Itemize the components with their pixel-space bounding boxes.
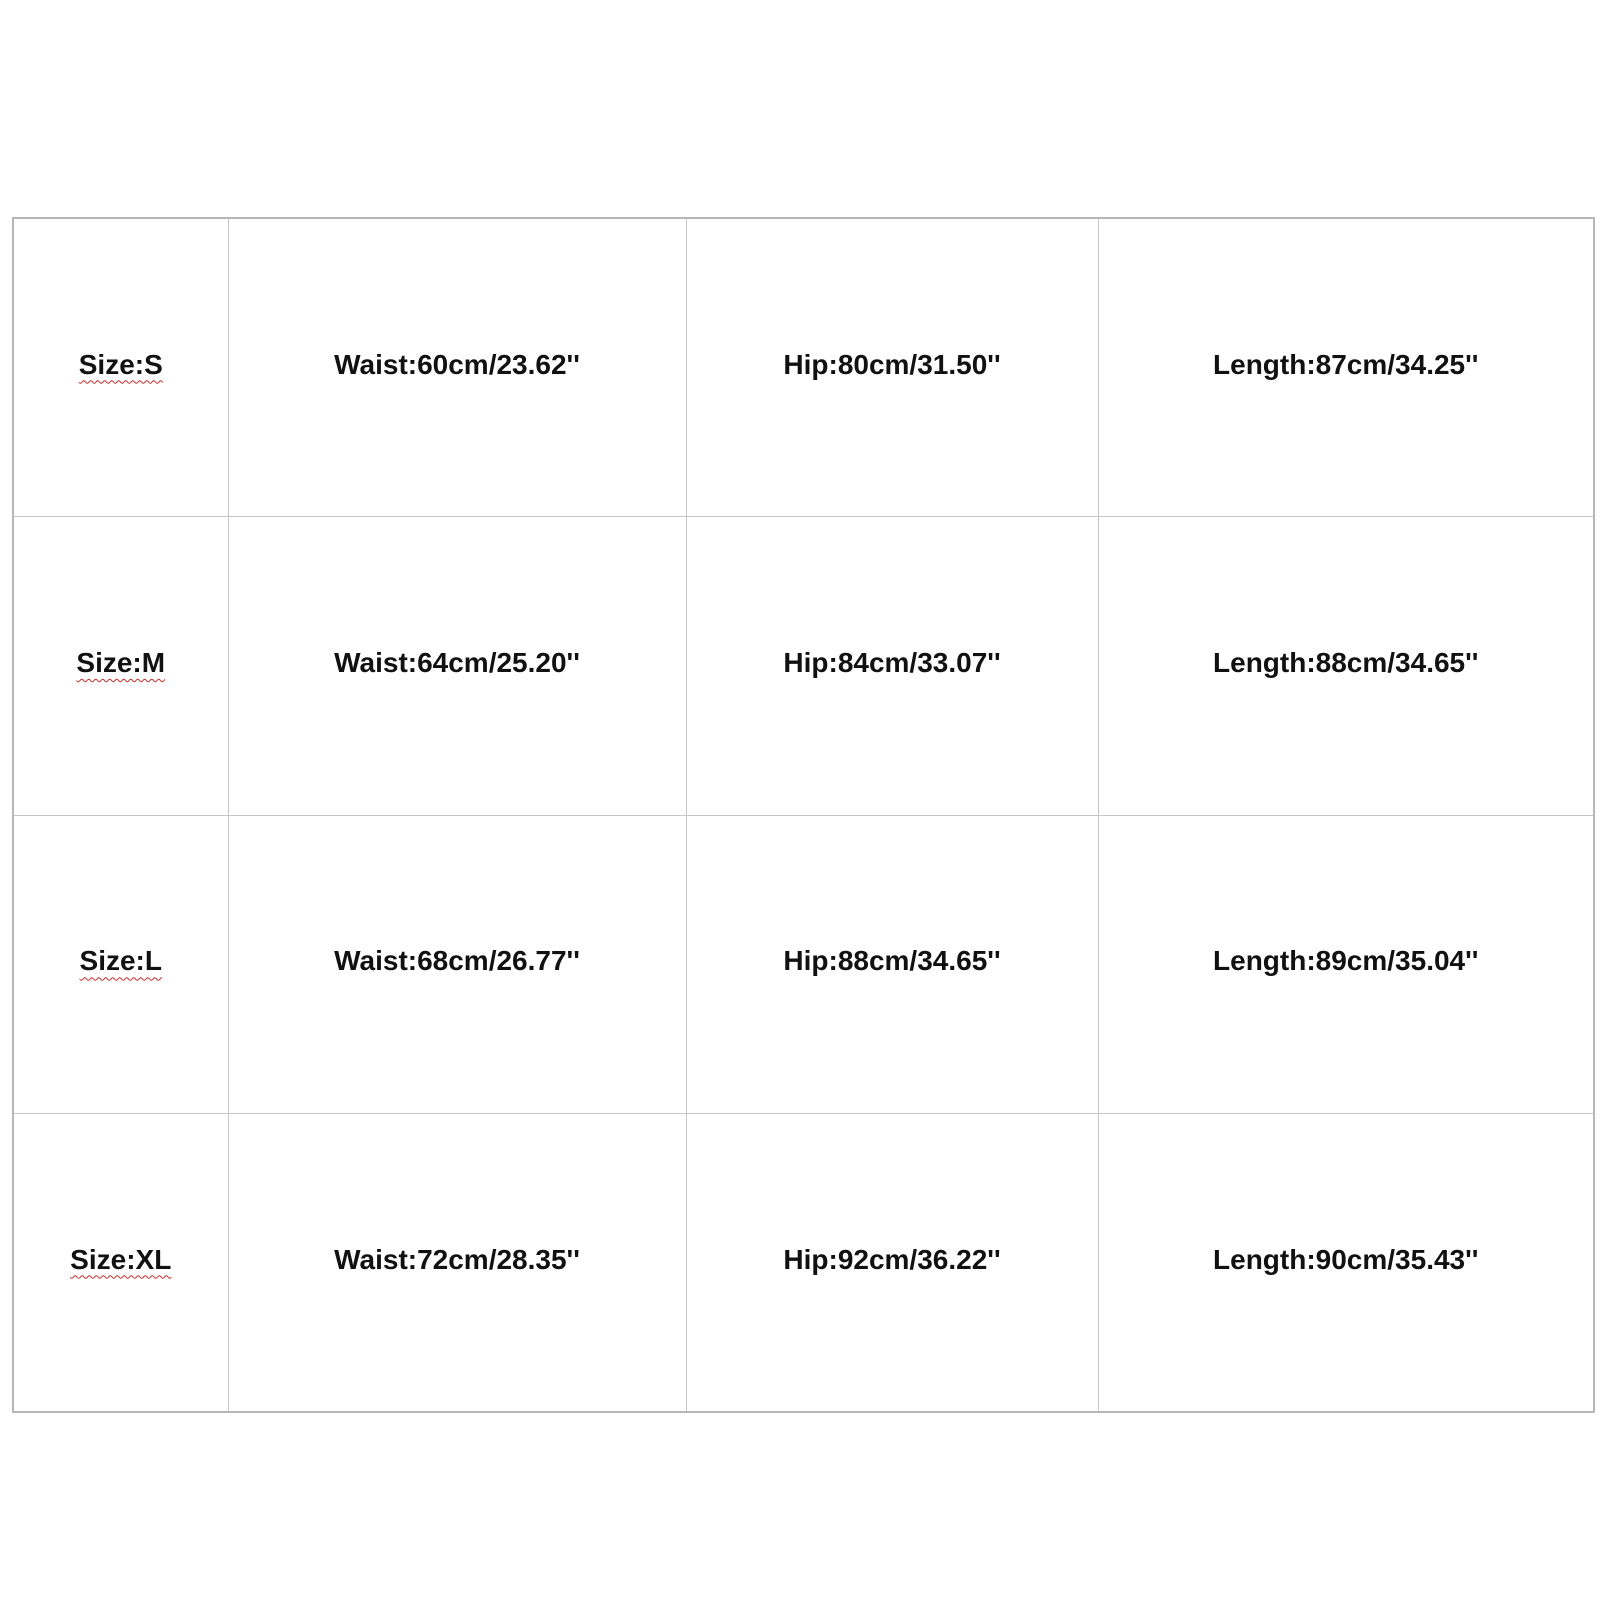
length-cell: Length:90cm/35.43'' — [1098, 1114, 1594, 1413]
hip-cell: Hip:92cm/36.22'' — [686, 1114, 1098, 1413]
size-chart-body — [13, 218, 1594, 1412]
table-row — [13, 517, 1594, 816]
waist-cell: Waist:60cm/23.62'' — [228, 218, 686, 517]
hip-cell: Hip:84cm/33.07'' — [686, 517, 1098, 816]
waist-cell: Waist:64cm/25.20'' — [228, 517, 686, 816]
size-cell — [13, 517, 228, 816]
size-label: Size:M — [76, 646, 166, 678]
table-row — [13, 218, 1594, 517]
size-cell — [13, 1114, 228, 1413]
table-row — [13, 1114, 1594, 1413]
waist-cell: Waist:68cm/26.77'' — [228, 815, 686, 1114]
size-label: Size:L — [79, 945, 162, 977]
waist-cell: Waist:72cm/28.35'' — [228, 1114, 686, 1413]
table-row — [13, 815, 1594, 1114]
size-chart-table — [12, 217, 1595, 1413]
length-cell: Length:89cm/35.04'' — [1098, 815, 1594, 1114]
size-cell — [13, 218, 228, 517]
hip-cell: Hip:80cm/31.50'' — [686, 218, 1098, 517]
size-label: Size:XL — [70, 1243, 172, 1275]
length-cell: Length:88cm/34.65'' — [1098, 517, 1594, 816]
size-label: Size:S — [78, 348, 163, 380]
size-cell — [13, 815, 228, 1114]
length-cell: Length:87cm/34.25'' — [1098, 218, 1594, 517]
hip-cell: Hip:88cm/34.65'' — [686, 815, 1098, 1114]
